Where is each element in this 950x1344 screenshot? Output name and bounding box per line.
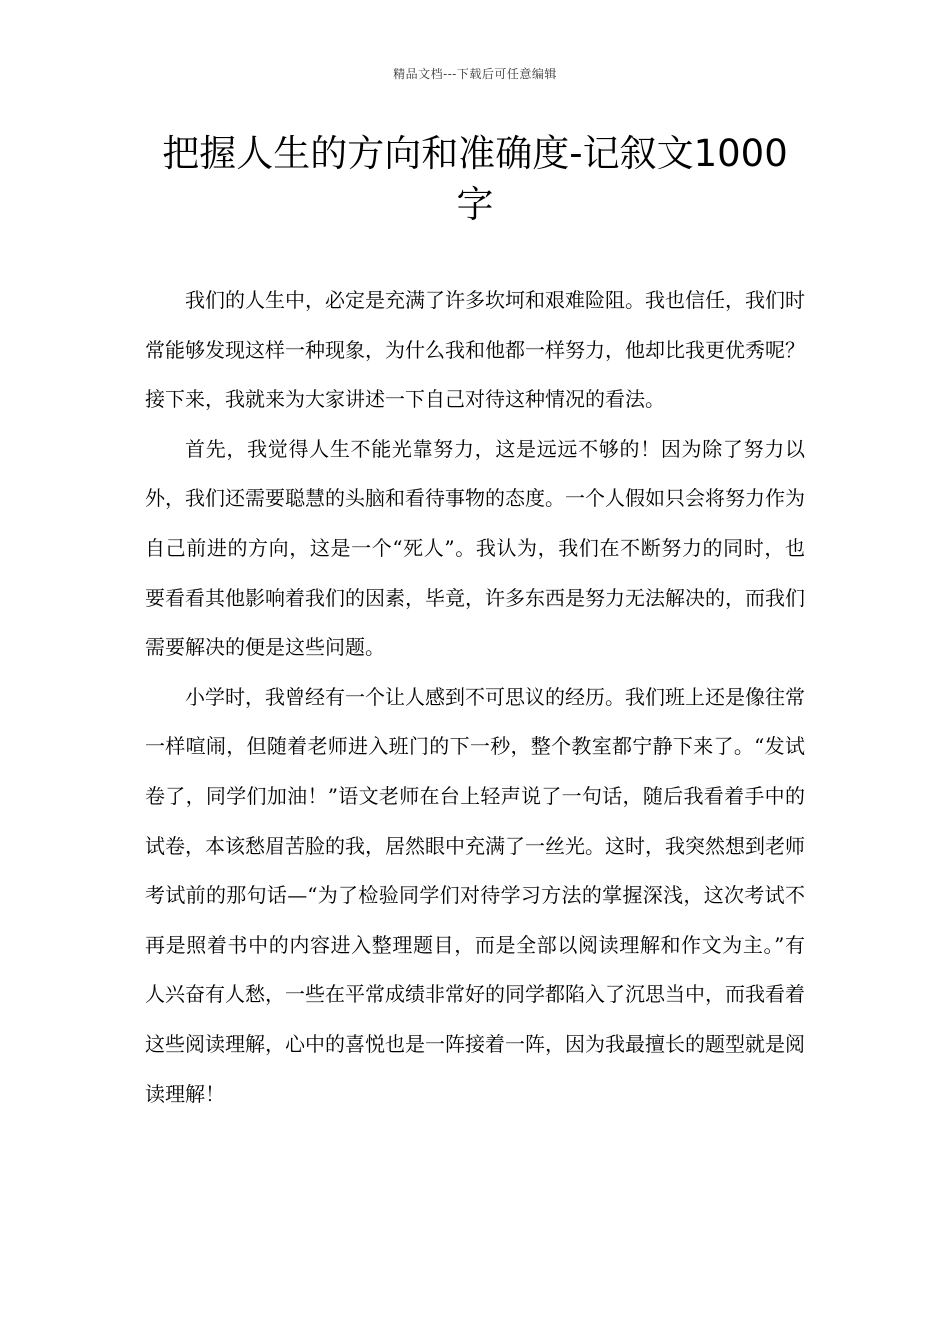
page-header: 精品文档---下载后可任意编辑 (393, 67, 557, 81)
paragraph-2: 首先，我觉得人生不能光靠努力，这是远远不够的！因为除了努力以外，我们还需要聪慧的头脑和看待事物的态度。一个人假如只会将努力作为自己前进的方向，这是一个“死人”。我认为，我们在不断努力的同时，也要看看其他影响着我们的因素，毕竟，许多东西是努力无法解决的，而我们需要解决的便是这些问题。 (145, 436, 805, 660)
document-body (145, 276, 805, 1119)
paragraph-3: 小学时，我曾经有一个让人感到不可思议的经历。我们班上还是像往常一样喧闹，但随着老师进入班门的下一秒，整个教室都宁静下来了。“发试卷了，同学们加油！”语文老师在台上轻声说了一句话，随后我看着手中的试卷，本该愁眉苦脸的我，居然眼中充满了一丝光。这时，我突然想到老师考试前的那句话—“为了检验同学们对待学习方法的掌握深浅，这次考试不再是照着书中的内容进入整理题目，而是全部以阅读理解和作文为主。”有人兴奋有人愁，一些在平常成绩非常好的同学都陷入了沉思当中，而我看着这些阅读理解，心中的喜悦也是一阵接着一阵，因为我最擅长的题型就是阅读理解！ (145, 684, 805, 1106)
paragraph-1: 我们的人生中，必定是充满了许多坎坷和艰难险阻。我也信任，我们时常能够发现这样一种现象，为什么我和他都一样努力，他却比我更优秀呢？接下来，我就来为大家讲述一下自己对待这种情况的看法。 (145, 288, 805, 412)
document-title: 把握人生的方向和准确度-记叙文1000字 (162, 132, 788, 226)
